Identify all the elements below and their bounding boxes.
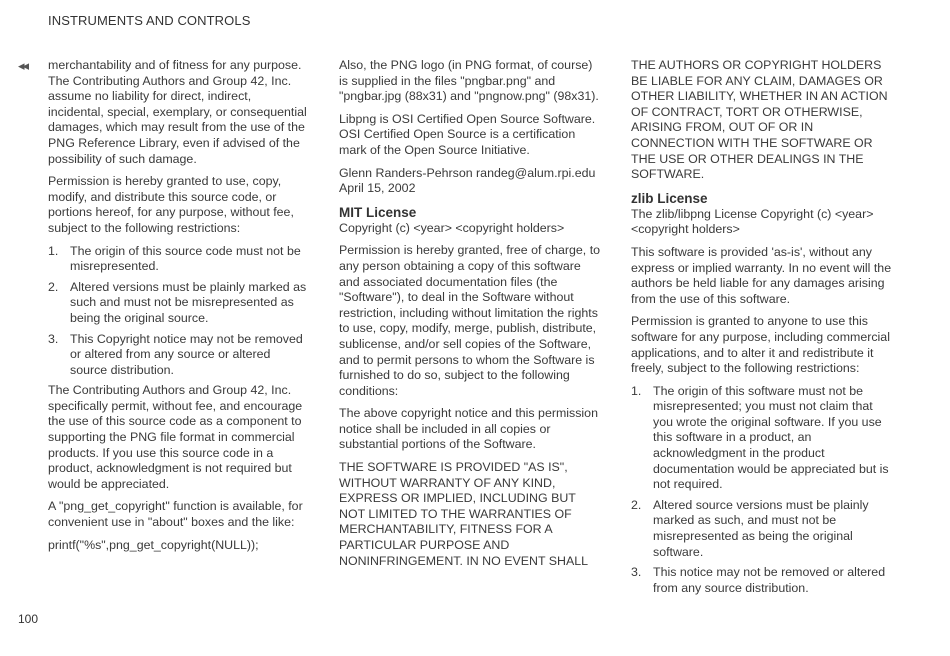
page-number: 100	[18, 612, 39, 626]
list-item	[48, 280, 308, 327]
paragraph: Permission is granted to anyone to use this software for any purpose, including commercial applications, and to alter it and redistribute it freely, subject to the following restrictions:	[631, 314, 890, 376]
paragraph: The Contributing Authors and Group 42, Inc. specifically permit, without fee, and encourage the use of this source code as a component to supporting the PNG file format in commercial products. If you use this source code in a product, acknowledgment is not required but would be appreciated.	[48, 383, 303, 491]
png-restrictions-list	[48, 244, 308, 379]
paragraph: Permission is hereby granted to use, copy, modify, and distribute this source code, or portions hereof, for any purpose, without fee, subject to the following restrictions:	[48, 174, 294, 235]
list-item	[631, 384, 896, 493]
paragraph: Permission is hereby granted, free of charge, to any person obtaining a copy of this software and associated documentation files (the "Software"), to deal in the Software without restriction, including without limitation the rights to use, copy, modify, merge, publish, distribute, sublicense, and/or sell copies of the Software, and to permit persons to whom the Software is furnished to do so, subject to the following conditions:	[339, 243, 601, 398]
section-header: INSTRUMENTS AND CONTROLS	[48, 13, 251, 28]
list-item-number: 2.	[631, 497, 642, 512]
list-item-number: 2.	[48, 279, 59, 294]
list-item	[631, 565, 896, 596]
paragraph: The above copyright notice and this permission notice shall be included in all copies or substantial portions of the Software.	[339, 406, 598, 452]
mit-copyright-line: Copyright (c) <year> <copyright holders>	[339, 220, 565, 235]
list-item-text: The origin of this source code must not be misrepresented.	[70, 243, 301, 274]
list-item	[631, 498, 896, 560]
list-item-text: Altered source versions must be plainly marked as such, and must not be misrepresented as being the original software.	[653, 497, 869, 559]
continuation-arrows-icon: ◂◂	[18, 58, 28, 73]
list-item-text: Altered versions must be plainly marked as such and must not be misrepresented as being the original source.	[70, 279, 307, 325]
paragraph: Also, the PNG logo (in PNG format, of course) is supplied in the files "pngbar.png" and "pngbar.jpg (88x31) and "pngnow.png" (98x31).	[339, 58, 599, 104]
author-line: Glenn Randers-Pehrson randeg@alum.rpi.edu	[339, 165, 596, 180]
list-item-text: This Copyright notice may not be removed or altered from any source or altered source distribution.	[70, 331, 303, 377]
list-item-number: 1.	[631, 383, 642, 398]
column-3	[631, 58, 896, 601]
list-item	[48, 332, 308, 379]
paragraph: merchantability and of fitness for any purpose. The Contributing Authors and Group 42, Inc. assume no liability for direct, indirect, incidental, special, exemplary, or consequential damages, which may result from the use of the PNG Reference Library, even if advised of the possibility of such damage.	[48, 58, 307, 166]
date-line: April 15, 2002	[339, 181, 416, 196]
list-item-number: 3.	[48, 331, 59, 346]
list-item-number: 3.	[631, 565, 642, 580]
paragraph: A "png_get_copyright" function is available, for convenient use in "about" boxes and the like:	[48, 499, 303, 530]
mit-license-heading: MIT License	[339, 204, 417, 220]
code-line: printf("%s",png_get_copyright(NULL));	[48, 537, 259, 552]
zlib-copyright-line: The zlib/libpng License Copyright (c) <year> <copyright holders>	[631, 206, 874, 237]
author-contact	[339, 166, 601, 197]
column-1	[48, 58, 308, 560]
paragraph: THE AUTHORS OR COPYRIGHT HOLDERS BE LIABLE FOR ANY CLAIM, DAMAGES OR OTHER LIABILITY, WHETHER IN AN ACTION OF CONTRACT, TORT OR OTHERWISE, ARISING FROM, OUT OF OR IN CONNECTION WITH THE SOFTWARE OR THE USE OR OTHER DEALINGS IN THE SOFTWARE.	[631, 58, 888, 182]
list-item-text: This notice may not be removed or altered from any source distribution.	[653, 565, 886, 595]
zlib-license-heading: zlib License	[631, 190, 708, 206]
list-item-text: The origin of this software must not be misrepresented; you must not claim that you wrote the original software. If you use this software in a product, an acknowledgment in the product documentation would be appreciated but is not required.	[653, 383, 889, 492]
list-item	[48, 244, 308, 275]
paragraph: Libpng is OSI Certified Open Source Software. OSI Certified Open Source is a certification mark of the Open Source Initiative.	[339, 111, 596, 157]
column-2	[339, 58, 601, 576]
zlib-restrictions-list	[631, 384, 896, 597]
paragraph: This software is provided 'as-is', without any express or implied warranty. In no event will the authors be held liable for any damages arising from the use of this software.	[631, 244, 892, 306]
list-item-number: 1.	[48, 243, 59, 258]
paragraph: THE SOFTWARE IS PROVIDED "AS IS", WITHOUT WARRANTY OF ANY KIND, EXPRESS OR IMPLIED, INCLUDING BUT NOT LIMITED TO THE WARRANTIES OF MERCHANTABILITY, FITNESS FOR A PARTICULAR PURPOSE AND NONINFRINGEMENT. IN NO EVENT SHALL	[339, 460, 588, 568]
